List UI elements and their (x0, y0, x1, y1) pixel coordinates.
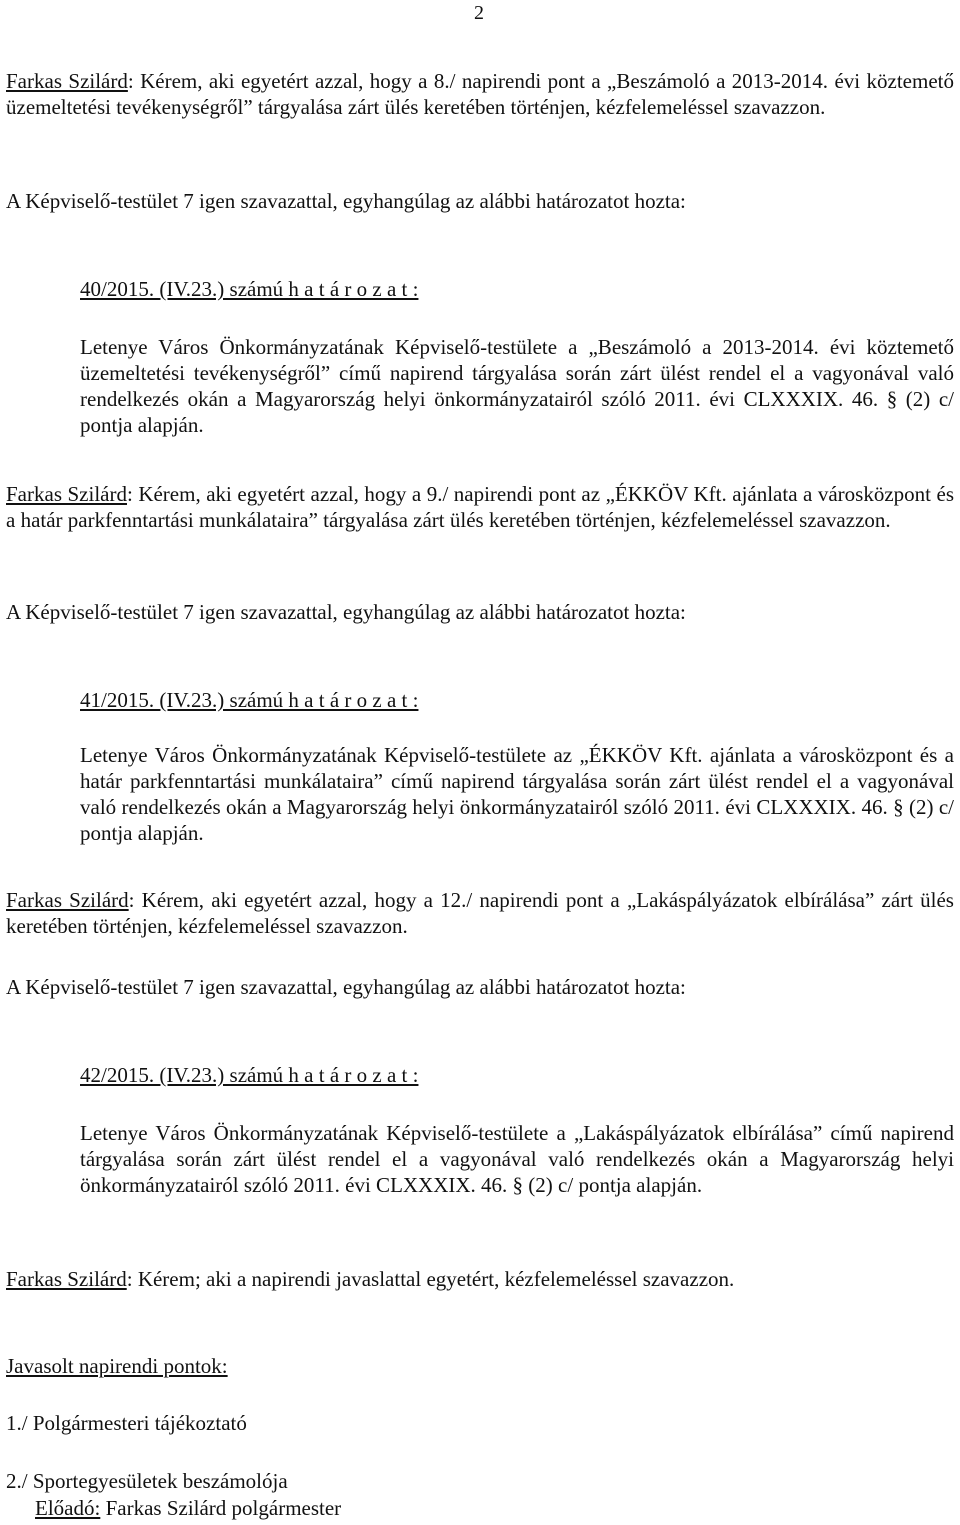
agenda-vote-request: Farkas Szilárd: Kérem; aki a napirendi javaslattal egyetért, kézfelemeléssel szavazzon. (6, 1267, 735, 1291)
agenda-item: 2./ Sportegyesületek beszámolója (6, 1469, 288, 1493)
agenda-heading: Javasolt napirendi pontok: (6, 1354, 228, 1378)
presenter-label: Előadó: (35, 1496, 101, 1520)
vote-result-3: A Képviselő-testület 7 igen szavazattal, egyhangúlag az alábbi határozatot hozta: (6, 975, 686, 999)
vote-request-1: Farkas Szilárd: Kérem, aki egyetért azzal, hogy a 8./ napirendi pont a „Beszámoló a 2013-2014. évi köztemető üzemeltetési tevékenységről” tárgyalása zárt ülés keretében történjen, kézfelemeléssel szavazzon. (6, 69, 954, 119)
speaker-name: Farkas Szilárd (6, 69, 128, 93)
presenter-name: Farkas Szilárd polgármester (100, 1496, 342, 1520)
vote-request-3: Farkas Szilárd: Kérem, aki egyetért azzal, hogy a 12./ napirendi pont a „Lakáspályázatok elbírálása” zárt ülés keretében történjen, kézfelemeléssel szavazzon. (6, 888, 954, 938)
speaker-name: Farkas Szilárd (6, 482, 127, 506)
decision-text-42: Letenye Város Önkormányzatának Képviselő-testülete a „Lakáspályázatok elbírálása” című napirend tárgyalása során zárt ülést rendel el a vagyonával való rendelkezés okán a Magyarország helyi önkormányzatairól szóló 2011. évi CLXXXIX. 46. § (2) c/ pontja alapján. (80, 1121, 954, 1197)
speaker-name: Farkas Szilárd (6, 888, 129, 912)
vote-result-2: A Képviselő-testület 7 igen szavazattal, egyhangúlag az alábbi határozatot hozta: (6, 600, 686, 624)
decision-text-40: Letenye Város Önkormányzatának Képviselő-testülete a „Beszámoló a 2013-2014. évi köztemető üzemeltetési tevékenységről” című napirend tárgyalása során zárt ülést rendel el a vagyonával való rendelkezés okán a Magyarország helyi önkormányzatairól szóló 2011. évi CLXXXIX. 46. § (2) c/ pontja alapján. (80, 335, 954, 437)
decision-number-41: 41/2015. (IV.23.) számú h a t á r o z a t : (80, 688, 419, 712)
vote-result-1: A Képviselő-testület 7 igen szavazattal, egyhangúlag az alábbi határozatot hozta: (6, 189, 686, 213)
decision-number-40: 40/2015. (IV.23.) számú h a t á r o z a t : (80, 277, 419, 301)
agenda-item: 1./ Polgármesteri tájékoztató (6, 1411, 247, 1435)
page-number: 2 (474, 2, 484, 24)
speaker-name: Farkas Szilárd (6, 1267, 127, 1291)
vote-request-2: Farkas Szilárd: Kérem, aki egyetért azzal, hogy a 9./ napirendi pont az „ÉKKÖV Kft. ajánlata a városközpont és a határ parkfenntartási munkálataira” tárgyalása zárt ülés keretében történjen, kézfelemeléssel szavazzon. (6, 482, 954, 532)
decision-text-41: Letenye Város Önkormányzatának Képviselő-testülete az „ÉKKÖV Kft. ajánlata a városközpont és a határ parkfenntartási munkálataira” című napirend tárgyalása során zárt ülést rendel el a vagyonával való rendelkezés okán a Magyarország helyi önkormányzatairól szóló 2011. évi CLXXXIX. 46. § (2) c/ pontja alapján. (80, 743, 954, 845)
agenda-item-presenter (35, 1495, 341, 1521)
decision-number-42: 42/2015. (IV.23.) számú h a t á r o z a t : (80, 1063, 419, 1087)
